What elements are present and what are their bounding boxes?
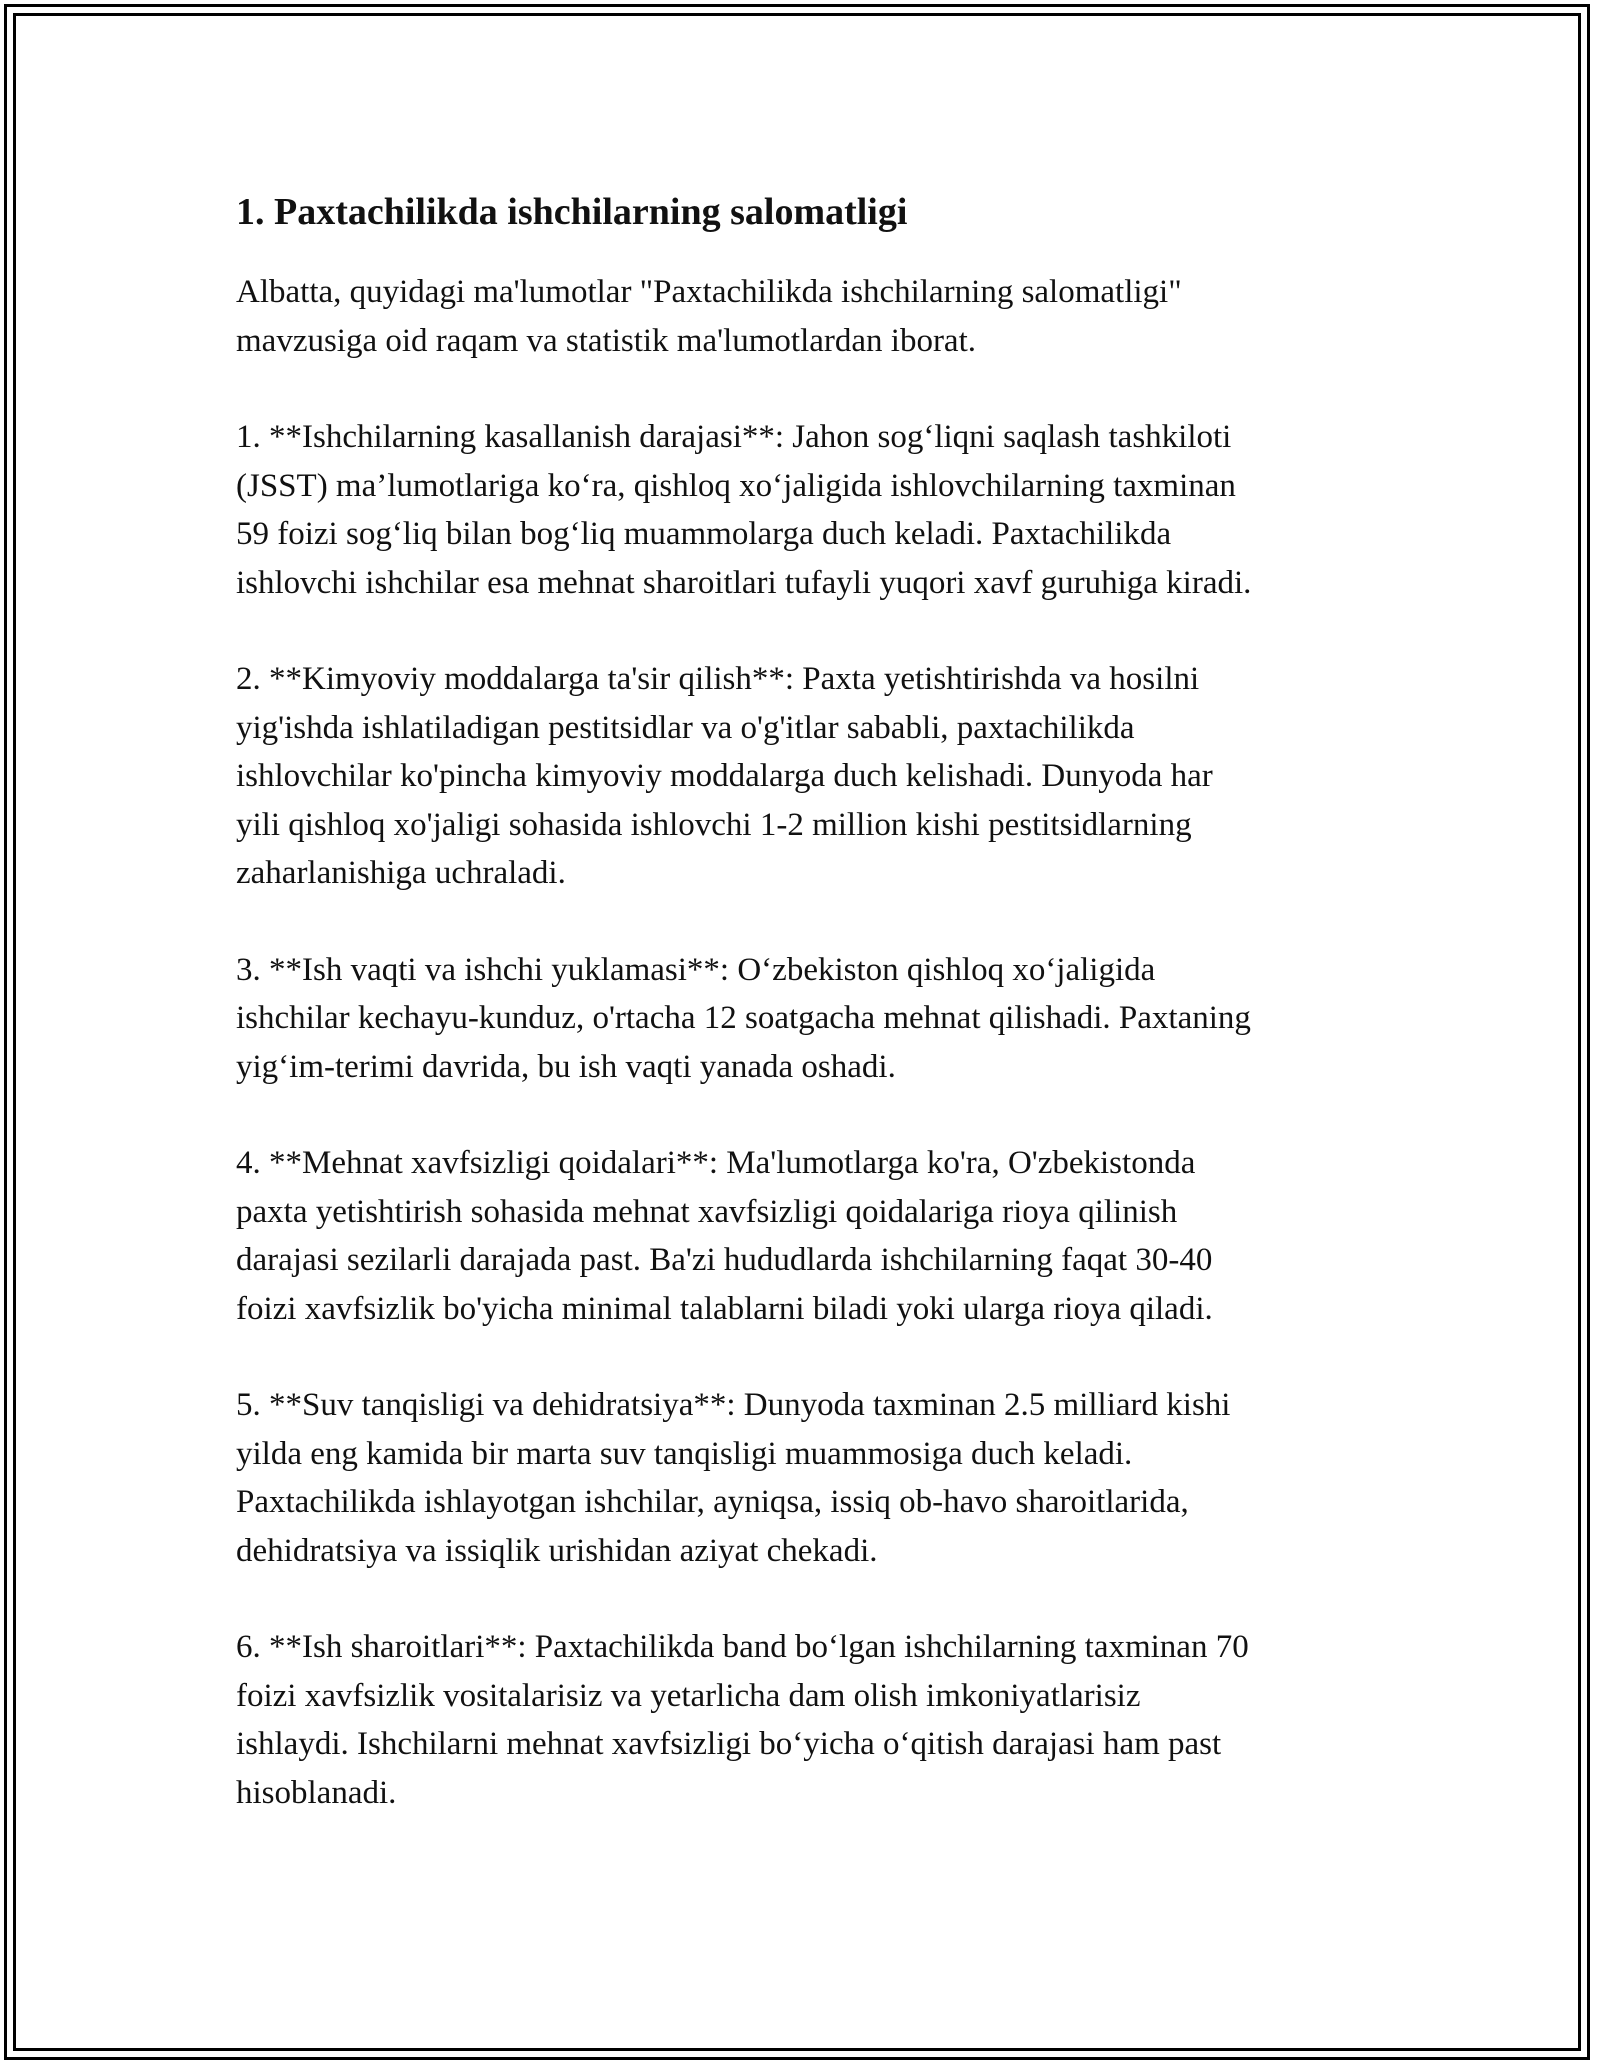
- document-body: [236, 186, 1376, 1865]
- list-item: 4. **Mehnat xavfsizligi qoidalari**: Ma'lumotlarga ko'ra, O'zbekistonda paxta yetishtirish sohasida mehnat xavfsizligi qoidalariga rioya qilinish darajasi sezilarli darajada past. Ba'zi hududlarda ishchilarning faqat 30-40 foizi xavfsizlik bo'yicha minimal talablarni biladi yoki ularga rioya qiladi.: [236, 1145, 1213, 1327]
- list-item: 5. **Suv tanqisligi va dehidratsiya**: Dunyoda taxminan 2.5 milliard kishi yilda eng kamida bir marta suv tanqisligi muammosiga duch keladi. Paxtachilikda ishlayotgan ishchilar, ayniqsa, issiq ob-havo sharoitlarida, dehidratsiya va issiqlik urishidan aziyat chekadi.: [236, 1387, 1231, 1569]
- list-item: 6. **Ish sharoitlari**: Paxtachilikda band bo‘lgan ishchilarning taxminan 70 foizi xavfsizlik vositalarisiz va yetarlicha dam olish imkoniyatlarisiz ishlaydi. Ishchilarni mehnat xavfsizligi bo‘yicha o‘qitish darajasi ham past hisoblanadi.: [236, 1629, 1249, 1811]
- list-item: 1. **Ishchilarning kasallanish darajasi**: Jahon sog‘liqni saqlash tashkiloti (JSST) ma’lumotlariga ko‘ra, qishloq xo‘jaligida ishlovchilarning taxminan 59 foizi sog‘liq bilan bog‘liq muammolarga duch keladi. Paxtachilikda ishlovchi ishchilar esa mehnat sharoitlari tufayli yuqori xavf guruhiga kiradi.: [236, 419, 1252, 601]
- intro-paragraph: Albatta, quyidagi ma'lumotlar "Paxtachilikda ishchilarning salomatligi" mavzusiga oid raqam va statistik ma'lumotlardan iborat.: [236, 274, 1182, 359]
- document-heading: 1. Paxtachilikda ishchilarning salomatligi: [236, 191, 908, 233]
- list-item: 2. **Kimyoviy moddalarga ta'sir qilish**: Paxta yetishtirishda va hosilni yig'ishda ishlatiladigan pestitsidlar va o'g'itlar sababli, paxtachilikda ishlovchilar ko'pincha kimyoviy moddalarga duch kelishadi. Dunyoda har yili qishloq xo'jaligi sohasida ishlovchi 1-2 million kishi pestitsidlarning zaharlanishiga uchraladi.: [236, 661, 1213, 891]
- list-item: 3. **Ish vaqti va ishchi yuklamasi**: O‘zbekiston qishloq xo‘jaligida ishchilar kechayu-kunduz, o'rtacha 12 soatgacha mehnat qilishadi. Paxtaning yig‘im-terimi davrida, bu ish vaqti yanada oshadi.: [236, 951, 1251, 1085]
